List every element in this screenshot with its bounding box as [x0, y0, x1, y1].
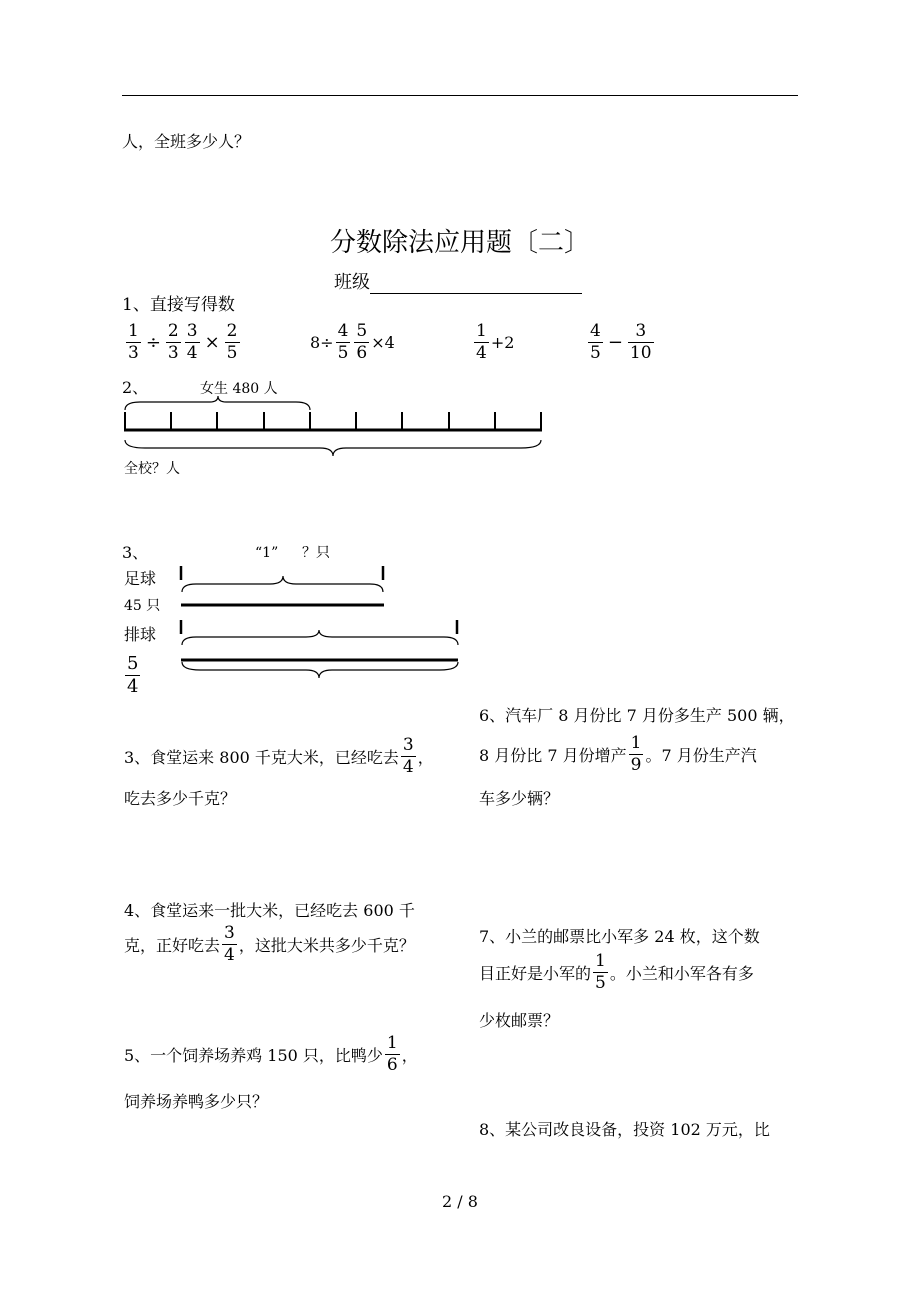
- fraction: $\frac{1}{4}$: [476, 321, 487, 363]
- q1-label: 1、直接写得数: [122, 295, 235, 315]
- q1-expression-4: $\frac{4}{5}$ − $\frac{3}{10}$: [590, 321, 652, 363]
- q2-label: 2、: [122, 378, 149, 397]
- volleyball-label: 排球: [124, 625, 157, 644]
- q1-expression-2: 8÷ $\frac{4}{5}$ $\frac{5}{6}$ ×4: [310, 321, 395, 363]
- problem-3-line1: 3、食堂运来 800 千克大米，已经吃去 $\frac{3}{4}$ ，: [124, 735, 434, 777]
- fraction: $\frac{3}{4}$: [402, 735, 414, 777]
- girls-label: 女生 480 人: [200, 381, 278, 397]
- fraction: $\frac{3}{4}$: [224, 923, 235, 965]
- continued-text: 人，全班多少人？: [122, 132, 251, 151]
- problem-7-line3: 少枚邮票？: [479, 1011, 560, 1030]
- problem-6-line3: 车多少辆？: [479, 789, 560, 808]
- problem-7-line1: 7、小兰的邮票比小军多 24 枚，这个数: [479, 927, 760, 946]
- problem-5-line2: 饲养场养鸭多少只？: [124, 1092, 269, 1111]
- fraction: $\frac{1}{5}$: [595, 951, 606, 993]
- one-label: “1”: [255, 545, 279, 561]
- fraction: $\frac{2}{5}$: [226, 321, 238, 363]
- fraction: $\frac{1}{6}$: [386, 1033, 398, 1075]
- q3d-label: 3、: [122, 543, 149, 562]
- question-label: ？只: [302, 545, 330, 561]
- count-label: 45 只: [124, 598, 161, 614]
- fraction: $\frac{5}{6}$: [356, 321, 368, 363]
- football-label: 足球: [124, 569, 157, 588]
- problem-3-line2: 吃去多少千克？: [124, 789, 237, 808]
- fraction: $\frac{3}{10}$: [629, 321, 652, 363]
- fraction: $\frac{1}{3}$: [128, 321, 139, 363]
- problem-4-line2: 克，正好吃去 $\frac{3}{4}$ ，这批大米共多少千克？: [124, 923, 415, 965]
- fraction: $\frac{4}{5}$: [590, 321, 601, 363]
- problem-8-line1: 8、某公司改良设备，投资 102 万元，比: [479, 1120, 770, 1139]
- class-label: 班级: [334, 272, 370, 293]
- fraction: $\frac{2}{3}$: [167, 321, 179, 363]
- q1-expression-1: $\frac{1}{3}$ ÷ $\frac{2}{3}$ $\frac{3}{4}$ × $\frac{2}{5}$: [128, 321, 238, 363]
- q1-expression-3: $\frac{1}{4}$ +2: [476, 321, 515, 363]
- volleyball-fraction: $\frac{5}{4}$: [127, 653, 139, 697]
- problem-6-line2: 8 月份比 7 月份增产 $\frac{1}{9}$ 。7 月份生产汽: [479, 733, 757, 775]
- problem-7-line2: 目正好是小军的 $\frac{1}{5}$ 。小兰和小军各有多: [479, 951, 754, 993]
- fraction: $\frac{1}{9}$: [630, 733, 642, 775]
- page-number: 2 / 8: [442, 1192, 478, 1211]
- problem-5-line1: 5、一个饲养场养鸡 150 只，比鸭少 $\frac{1}{6}$ ，: [124, 1033, 418, 1075]
- problem-4-line1: 4、食堂运来一批大米，已经吃去 600 千: [124, 901, 415, 920]
- fraction: $\frac{4}{5}$: [337, 321, 349, 363]
- school-label: 全校？人: [124, 461, 180, 477]
- problem-6-line1: 6、汽车厂 8 月份比 7 月份多生产 500 辆，: [479, 706, 795, 725]
- page-title: 分数除法应用题〔二〕: [329, 228, 590, 258]
- fraction: $\frac{3}{4}$: [186, 321, 198, 363]
